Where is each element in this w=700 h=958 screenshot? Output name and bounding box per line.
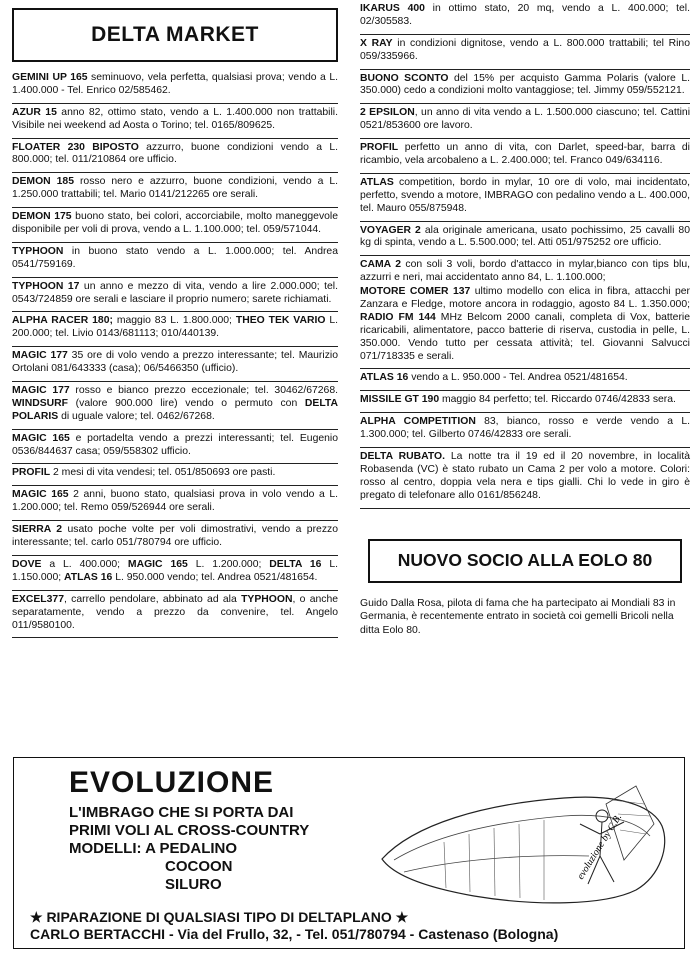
ad-description: L. 200.000; tel. Livio 0143/681113; 010/440139. [12, 315, 338, 340]
harness-illustration [374, 764, 674, 909]
ad-item-name: PROFIL [360, 142, 399, 154]
evo-subtitle [69, 804, 309, 840]
socio-text: Guido Dalla Rosa, pilota di fama che ha partecipato ai Mondiali 83 in Germania, è recentemente entrato in società coi gemelli Bricoli nella ditta Eolo 80. [360, 597, 676, 636]
ad-item-name: VOYAGER 2 [360, 224, 421, 236]
ad-item-name: MISSILE GT 190 [360, 394, 440, 406]
evo-models-label: MODELLI: A PEDALINO [69, 840, 238, 857]
classified-ad [12, 104, 338, 139]
ad-description: 35 ore di volo vendo a prezzo interessante; tel. Maurizio Ortolani 081/643333 (casa); 06/5466350 (ufficio). [12, 350, 338, 375]
ad-text [360, 286, 690, 363]
right-column [360, 0, 690, 637]
ad-text [12, 594, 338, 633]
ad-item-name: 2 EPSILON [360, 107, 415, 119]
ad-text [360, 259, 690, 285]
ad-item-name: RADIO FM 144 [360, 311, 436, 323]
ad-text [360, 3, 690, 29]
ad-text [360, 372, 690, 385]
evo-model-siluro: SILURO [165, 876, 222, 893]
ad-text [12, 350, 338, 376]
ad-description: usato poche volte per voli dimostrativi, vendo a prezzo interessante; tel. carlo 051/780794 ore ufficio. [12, 524, 338, 549]
ad-description: buono stato, bei colori, accorciabile, molto maneggevole disponibile per voli di prova, vendo a L. 1.100.000; tel. 059/571044. [12, 211, 338, 236]
classified-ad [360, 391, 690, 413]
classified-ad [12, 139, 338, 174]
ad-item-name: DEMON 185 [12, 176, 74, 188]
ad-text [12, 433, 338, 459]
ad-description: del 15% per acquisto Gamma Polaris (valore L. 350.000) cedo a condizioni molto vantaggiose; tel. Jimmy 059/552121. [360, 72, 690, 97]
ad-text [360, 394, 690, 407]
classified-ad [360, 256, 690, 369]
classified-ad [12, 208, 338, 243]
classified-ad [360, 70, 690, 105]
classified-ad [12, 312, 338, 347]
ad-text [12, 72, 338, 98]
ad-item-name: IKARUS 400 [360, 3, 425, 14]
ad-item-name: THEO TEK VARIO [235, 315, 326, 327]
ad-description: seminuovo, vela perfetta, qualsiasi prova; vendo a L. 1.400.000 - Tel. Enrico 02/585462. [12, 72, 338, 96]
classified-ad [12, 62, 338, 104]
evo-title: EVOLUZIONE [69, 766, 275, 799]
ad-text [360, 416, 690, 442]
ad-item-name: WINDSURF [12, 397, 68, 409]
ad-description: L. 1.200.000; [187, 558, 270, 570]
ad-item-name: BUONO SCONTO [360, 72, 449, 84]
classified-ad [360, 222, 690, 257]
left-ads-list [12, 62, 338, 638]
ad-text [12, 467, 338, 480]
ad-description: vendo a L. 950.000 - Tel. Andrea 0521/481654. [408, 372, 628, 384]
ad-text [12, 385, 338, 424]
ad-item-name: MOTORE COMER 137 [360, 286, 471, 298]
ad-text [360, 225, 690, 251]
ad-text [360, 107, 690, 133]
ad-item-name: MAGIC 177 [12, 385, 70, 397]
ad-description: maggio 83 L. 1.800.000; [112, 315, 236, 327]
classified-ad [360, 174, 690, 222]
ad-text [12, 489, 338, 515]
ad-text [12, 524, 338, 550]
ad-item-name: TYPHOON [241, 593, 293, 605]
classified-ad [12, 591, 338, 639]
ad-text [12, 107, 338, 133]
ad-description: un anno e mezzo di vita, vendo a lire 2.000.000; tel. 0543/724859 ore serali e lasciare il proprio numero; sarete richiamati. [12, 280, 338, 305]
ad-item-name: X RAY [360, 37, 393, 49]
ad-item-name: EXCEL377 [12, 593, 64, 605]
ad-description: MHz Belcom 2000 canali, completa di Vox, batterie ricaricabili, alimentatore, pacco batterie di riserva, custodia in pelle, L. 350.000. Vendo tutto per cessata attività; tel. Giovanni Salvucci 071/718335 e serali. [360, 311, 691, 362]
ad-item-name: DELTA RUBATO. [360, 451, 445, 463]
evo-models [69, 840, 237, 894]
ad-item-name: ALPHA COMPETITION [360, 416, 476, 428]
ad-item-name: MAGIC 177 [12, 350, 68, 362]
classified-ad [12, 243, 338, 278]
ad-text [12, 176, 338, 202]
ad-description: 2 anni, buono stato, qualsiasi prova in volo vendo a L. 1.200.000; tel. Remo 059/526944 ore serali. [12, 489, 338, 514]
evo-address-line: CARLO BERTACCHI - Via del Frullo, 32, - Tel. 051/780794 - Castenaso (Bologna) [30, 926, 559, 942]
left-column [12, 0, 338, 638]
ad-item-name: ATLAS [360, 176, 394, 188]
ad-description: , un anno di vita vendo a L. 1.500.000 ciascuno; tel. Cattini 0521/853600 ore lavoro. [360, 107, 690, 132]
ad-description: 83, bianco, rosso e verde vendo a L. 1.300.000; tel. Gilberto 0746/42833 ore serali. [360, 416, 690, 441]
ad-description: (valore 900.000 lire) vendo o permuto con [68, 397, 305, 409]
ad-description: L. 950.000 vendo; tel. Andrea 0521/481654. [112, 571, 318, 583]
ad-text [360, 73, 690, 99]
ad-description: L. 1.150.000; [12, 558, 338, 583]
ad-item-name: CAMA 2 [360, 259, 401, 271]
ad-item-name: DELTA 16 [269, 558, 322, 570]
classified-ad [12, 430, 338, 465]
ad-description: con soli 3 voli, bordo d'attacco in mylar,bianco con tips blu, azzurri e neri, mai accidentato anno 84, L. 1.100.000; [360, 259, 690, 284]
ad-item-name: SIERRA 2 [12, 524, 63, 536]
evo-repair-line: ★ RIPARAZIONE DI QUALSIASI TIPO DI DELTAPLANO ★ [30, 909, 409, 925]
classified-ad [12, 486, 338, 521]
evo-subtitle-line-2: PRIMI VOLI AL CROSS-COUNTRY [69, 822, 310, 839]
classified-ad [12, 464, 338, 486]
ad-description: in ottimo stato, 20 mq, vendo a L. 400.000; tel. 02/305583. [360, 3, 690, 27]
ad-description: anno 82, ottimo stato, vendo a L. 1.400.000 non trattabili. Visibile nei weekend ad Aosta o Torino; tel. 0165/809625. [12, 106, 338, 131]
ad-description: ala originale americana, usato pochissimo, 25 cavalli 80 kg di spinta, vendo a L. 5.500.000; tel. Atti 051/975252 ore ufficio. [360, 224, 690, 249]
ad-description: in buono stato vendo a L. 1.000.000; tel. Andrea 0541/759169. [12, 245, 338, 270]
ad-description: competition, bordo in mylar, 10 ore di volo, mai incidentato, perfetto, svendo a motore, IMBRAGO con pedalino vendo a L. 400.000, tel. Mauro 055/875948. [360, 176, 690, 214]
ad-description: e portadelta vendo a prezzi interessanti; tel. Eugenio 0536/844637 casa; 059/558302 ufficio. [12, 432, 338, 457]
ad-item-name: ATLAS 16 [360, 372, 409, 384]
classified-ad [12, 556, 338, 591]
evoluzione-advert [13, 757, 685, 949]
ad-item-name: DOVE [12, 558, 42, 570]
classified-ad [360, 35, 690, 70]
ad-text [12, 246, 338, 272]
ad-item-name: ATLAS 16 [64, 571, 113, 583]
ad-description: di uguale valore; tel. 0462/67268. [58, 410, 215, 422]
ad-text [12, 142, 338, 168]
ad-item-name: PROFIL [12, 467, 51, 479]
ad-description: azzurro, buone condizioni vendo a L. 800.000; tel. 011/210864 ore ufficio. [12, 141, 338, 166]
classified-ad [12, 173, 338, 208]
ad-description: perfetto un anno di vita, con Darlet, speed-bar, barra di ricambio, vela arcobaleno a L. 2.400.000; tel. Franco 049/634116. [360, 142, 690, 167]
ad-description: rosso e bianco prezzo eccezionale; tel. 30462/67268. [69, 385, 338, 397]
classified-ad [360, 413, 690, 448]
ad-item-name: MAGIC 165 [12, 432, 70, 444]
illustration-signature: evoluzione by C.B. [575, 812, 625, 882]
classified-ad [12, 347, 338, 382]
right-ads-list [360, 0, 690, 509]
ad-description: rosso nero e azzurro, buone condizioni, vendo a L. 1.250.000 trattabili; tel. Mario 0141/212265 ore serali. [12, 176, 338, 201]
ad-text [12, 211, 338, 237]
ad-item-name: MAGIC 165 [12, 489, 69, 501]
ad-description: , o anche separatamente, vendo a prezzo da convenire, tel. Angelo 011/9580100. [12, 593, 338, 631]
classified-ad [360, 0, 690, 35]
ad-description: , carrello pendolare, abbinato ad ala [63, 593, 242, 605]
classified-ad [360, 369, 690, 391]
ad-item-name: GEMINI UP 165 [12, 72, 88, 83]
ad-item-name: TYPHOON 17 [12, 280, 80, 292]
ad-item-name: MAGIC 165 [127, 558, 188, 570]
ad-text [360, 38, 690, 64]
classified-ad [12, 521, 338, 556]
evo-model-cocoon: COCOON [165, 858, 233, 875]
ad-text [360, 177, 690, 216]
ad-description: La notte tra il 19 ed il 20 novembre, in località Robasenda (VC) è stato rubato un Cama 2 per volo a motore. Colori: rosso al centro, doppia vela nera e tips gialli. Chi lo vede in giro è pregato di telefonare allo 0161/856248. [360, 451, 690, 501]
ad-description: in condizioni dignitose, vendo a L. 800.000 trattabili; tel Rino 059/335966. [360, 37, 690, 62]
socio-title: NUOVO SOCIO ALLA EOLO 80 [368, 539, 682, 583]
classified-ad [360, 104, 690, 139]
ad-description: maggio 84 perfetto; tel. Riccardo 0746/42833 sera. [439, 394, 676, 406]
ad-item-name: ALPHA RACER 180; [12, 315, 113, 327]
ad-text [360, 451, 690, 503]
ad-item-name: AZUR 15 [12, 106, 57, 118]
ad-item-name: TYPHOON [12, 245, 64, 257]
ad-item-name: DELTA POLARIS [12, 397, 338, 422]
ad-description: a L. 400.000; [41, 558, 128, 570]
classified-ad [360, 448, 690, 509]
ad-text [360, 142, 690, 168]
delta-market-title: DELTA MARKET [12, 8, 338, 62]
ad-item-name: FLOATER 230 BIPOSTO [12, 141, 139, 153]
ad-text [12, 559, 338, 585]
ad-description: ultimo modello con elica in fibra, attacchi per Zanzara e Fledge, motore ancora in rodaggio, agosto 84 L. 1.350.000; [360, 286, 690, 311]
classified-ad [12, 278, 338, 313]
ad-text [12, 315, 338, 341]
ad-item-name: DEMON 175 [12, 211, 72, 223]
ad-text [12, 281, 338, 307]
ad-description: 2 mesi di vita vendesi; tel. 051/850693 ore pasti. [50, 467, 276, 479]
classified-ad [12, 382, 338, 430]
classified-ad [360, 139, 690, 174]
evo-subtitle-line-1: L'IMBRAGO CHE SI PORTA DAI [69, 804, 294, 821]
